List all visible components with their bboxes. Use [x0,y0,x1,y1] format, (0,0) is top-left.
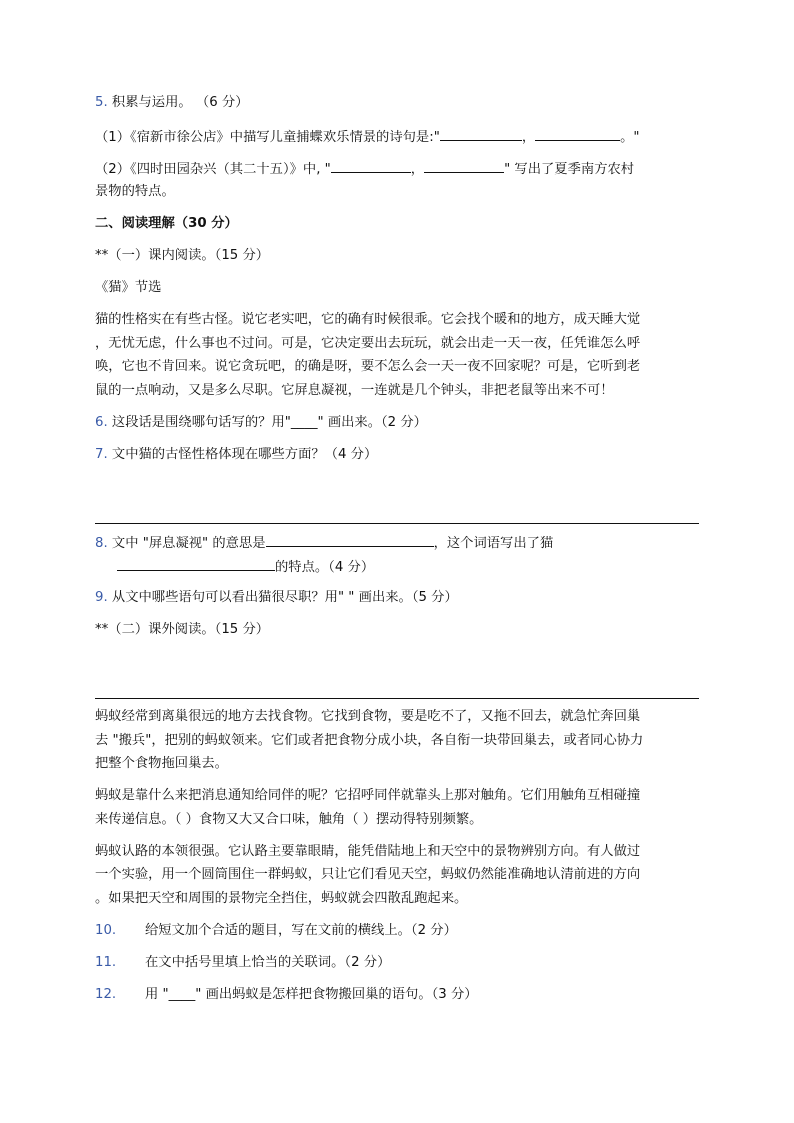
answer-blank[interactable] [331,158,411,173]
q8 [95,532,553,554]
answer-blank[interactable] [266,532,434,547]
question-text-mid: ，这个词语写出了猫 [433,536,554,551]
question-number: 5. [95,95,108,110]
passage-line: 蚂蚁经常到离巢很远的地方去找食物。它找到食物，要是吃不了，又拖不回去，就急忙奔回巢 [95,709,641,724]
question-text: 在文中括号里填上恰当的关联词。（2 分） [145,955,391,970]
passage-line: 唤，它也不肯回来。说它贪玩吧，的确是呀，要不怎么会一天一夜不回家呢？可是，它听到老 [95,359,641,374]
sub1-prompt: （1）《宿新市徐公店》中描写儿童捕蝶欢乐情景的诗句是:" [95,130,440,145]
quote-end: 。" [620,130,640,145]
answer-blank[interactable] [535,126,620,141]
passage-line: 。如果把天空和周围的景物完全挡住，蚂蚁就会四散乱跑起来。 [95,891,468,906]
question-number: 6. [95,415,108,430]
answer-blank[interactable] [424,158,504,173]
question-text: 文中 "屏息凝视" 的意思是 [111,536,266,551]
q5-sub2 [95,158,634,180]
question-text: 文中猫的古怪性格体现在哪些方面？（4 分） [111,447,378,462]
passage-line: 猫的性格实在有些古怪。说它老实吧，它的确有时候很乖。它会找个暖和的地方，成天睡大觉 [95,312,641,327]
part2-heading: **（二）课外阅读。（15 分） [95,622,270,637]
q5-title [95,93,249,113]
question-text: 积累与运用。 （6 分） [111,95,249,110]
part1-heading: **（一）课内阅读。（15 分） [95,248,270,263]
question-text: 用 "____" 画出蚂蚁是怎样把食物搬回巢的语句。（3 分） [145,987,478,1002]
passage-title: 《猫》节选 [95,280,162,295]
question-text: 从文中哪些语句可以看出猫很尽职？用" " 画出来。（5 分） [111,590,458,605]
question-text-end: 的特点。（4 分） [275,560,375,575]
separator: ， [410,162,425,177]
question-number: 11. [95,955,117,970]
passage-line: 去 "搬兵"，把别的蚂蚁领来。它们或者把食物分成小块，各自衔一块带回巢去，或者同心协力 [95,733,644,748]
question-number: 9. [95,590,108,605]
q5-sub1 [95,126,640,148]
q8-line2 [117,556,374,578]
passage-line: 把整个食物拖回巢去。 [95,756,228,771]
passage-line: 蚂蚁是靠什么来把消息通知给同伴的呢？它招呼同伴就靠头上那对触角。它们用触角互相碰撞 [95,788,641,803]
title-answer-line[interactable] [95,698,699,699]
passage-line: ，无忧无虑，什么事也不过问。可是，它决定要出去玩玩，就会出走一天一夜，任凭谁怎么呼 [95,336,641,351]
q6 [95,413,427,433]
passage-line: 一个实验，用一个圆筒围住一群蚂蚁，只让它们看见天空，蚂蚁仍然能准确地认清前进的方向 [95,867,641,882]
answer-line[interactable] [95,523,699,524]
q7 [95,445,377,465]
sub2-suffix: " 写出了夏季南方农村 [504,162,635,177]
question-number: 7. [95,447,108,462]
question-number: 10. [95,923,117,938]
question-text: 这段话是围绕哪句话写的？用"____" 画出来。（2 分） [111,415,427,430]
answer-blank[interactable] [440,126,522,141]
question-text: 给短文加个合适的题目，写在文前的横线上。（2 分） [145,923,457,938]
q5-sub2-line2: 景物的特点。 [95,184,175,199]
passage-line: 来传递信息。（ ）食物又大又合口味，触角（ ）摆动得特别频繁。 [95,812,483,827]
section-title: 二、阅读理解（30 分） [95,216,238,231]
question-number: 8. [95,536,108,551]
passage-line: 鼠的一点响动，又是多么尽职。它屏息凝视，一连就是几个钟头，非把老鼠等出来不可！ [95,383,614,398]
passage-line: 蚂蚁认路的本领很强。它认路主要靠眼睛，能凭借陆地上和天空中的景物辨别方向。有人做过 [95,844,641,859]
q9 [95,588,458,608]
answer-blank[interactable] [117,556,275,571]
question-number: 12. [95,987,117,1002]
sub2-prompt: （2）《四时田园杂兴（其二十五）》中, " [95,162,331,177]
separator: ， [521,130,536,145]
